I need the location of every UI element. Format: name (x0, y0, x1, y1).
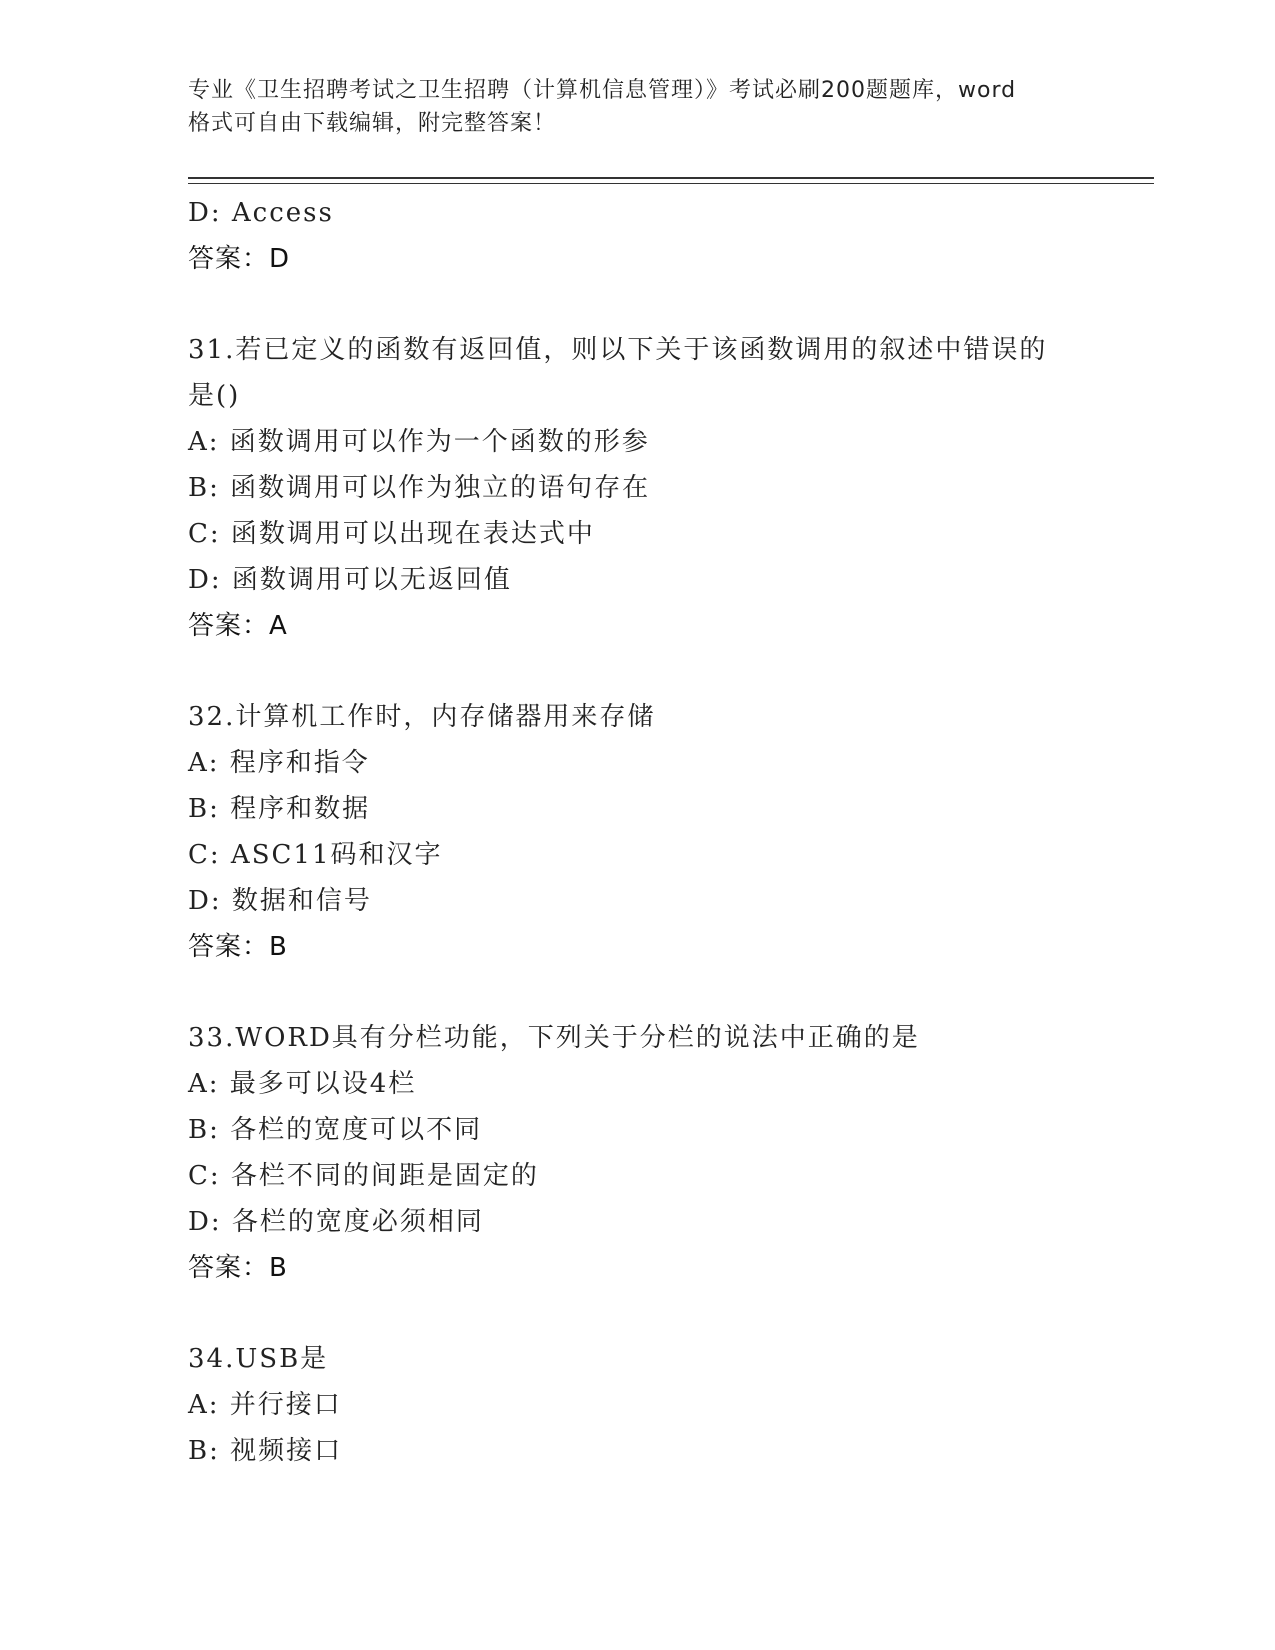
header-rule-thin (188, 183, 1154, 184)
option-d: D: Access (188, 198, 334, 228)
answer-line: 答案：A (188, 611, 288, 641)
answer-line: 答案：B (188, 1253, 288, 1283)
option-a: A: 最多可以设4栏 (188, 1069, 417, 1099)
question-title: 32.计算机工作时，内存储器用来存储 (188, 702, 656, 732)
option-b: B: 视频接口 (188, 1436, 343, 1466)
option-a: A: 程序和指令 (188, 748, 370, 778)
option-c: C: 函数调用可以出现在表达式中 (188, 519, 595, 549)
document-header (188, 74, 1088, 140)
question-title: 33.WORD具有分栏功能，下列关于分栏的说法中正确的是 (188, 1023, 920, 1053)
question-32 (188, 694, 1128, 970)
answer-line: 答案：D (188, 244, 291, 274)
option-b: B: 程序和数据 (188, 794, 371, 824)
option-a: A: 函数调用可以作为一个函数的形参 (188, 427, 650, 457)
question-34 (188, 1336, 1128, 1474)
option-d: D: 数据和信号 (188, 886, 372, 916)
option-b: B: 各栏的宽度可以不同 (188, 1115, 483, 1145)
header-line-1: 专业《卫生招聘考试之卫生招聘（计算机信息管理）》考试必刷200题题库，word (188, 78, 1017, 103)
header-rule-thick (188, 177, 1154, 179)
header-line-2: 格式可自由下载编辑，附完整答案！ (188, 111, 557, 136)
question-title: 34.USB是 (188, 1344, 329, 1374)
previous-question-tail (188, 190, 1128, 282)
option-d: D: 函数调用可以无返回值 (188, 565, 512, 595)
question-list (188, 190, 1128, 1474)
option-a: A: 并行接口 (188, 1390, 342, 1420)
option-d: D: 各栏的宽度必须相同 (188, 1207, 484, 1237)
question-31 (188, 327, 1128, 649)
question-33 (188, 1015, 1128, 1291)
option-c: C: 各栏不同的间距是固定的 (188, 1161, 539, 1191)
option-b: B: 函数调用可以作为独立的语句存在 (188, 473, 651, 503)
question-title: 31.若已定义的函数有返回值，则以下关于该函数调用的叙述中错误的 (188, 335, 1048, 365)
question-title-continued: 是() (188, 381, 241, 411)
answer-line: 答案：B (188, 932, 288, 962)
option-c: C: ASC11码和汉字 (188, 840, 443, 870)
